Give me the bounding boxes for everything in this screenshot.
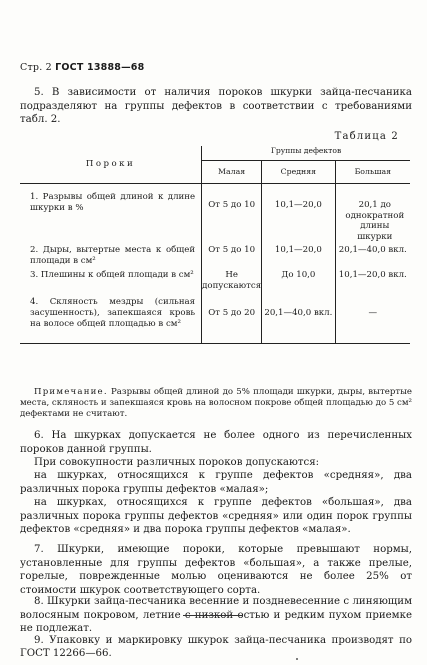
paragraph-7: 7. Шкурки, имеющие пороки, которые превышают нормы, установленные для группы дефектов «большая», а также прелые, горелые, поврежденные молью оцениваются не более 25% от стоимости шкурок соответствующего сорта.	[20, 544, 412, 596]
defect-cell: 1. Разрывы общей длиной к длине шкурки в %	[20, 184, 202, 243]
defect-cell: 2. Дыры, вытертые места к общей площади в см²	[20, 242, 202, 267]
header-groups: Группы дефектов	[202, 146, 410, 161]
end-divider	[183, 615, 243, 616]
paragraph-6: 6. На шкурках допускается не более одного из перечисленных пороков данной группы.	[20, 430, 412, 455]
small-cell: Не допускаются	[202, 267, 262, 294]
medium-cell: 10,1—20,0	[262, 184, 335, 243]
header-small: Малая	[202, 161, 262, 184]
paragraph-6-large: на шкурках, относящихся к группе дефектов «большая», два различных порока группы дефектов «средняя» или один порок группы дефектов «средняя» и два порока группы дефектов «малая».	[20, 497, 412, 535]
small-cell: От 5 до 20	[202, 294, 262, 344]
table-row	[20, 242, 410, 267]
note-label: Примечание.	[34, 387, 108, 397]
gost-code: ГОСТ 13888—68	[55, 62, 145, 73]
medium-cell: 10,1—20,0	[262, 242, 335, 267]
small-cell: От 5 до 10	[202, 184, 262, 243]
header-defects: Пороки	[20, 146, 202, 184]
paragraph-5: 5. В зависимости от наличия пороков шкурки зайца-песчаника подразделяют на группы дефектов в соответствии с требованиями табл. 2.	[20, 87, 412, 125]
page-header	[20, 62, 144, 73]
defect-cell: 4. Скляность мездры (сильная засушенность), запекшаяся кровь на волосе общей площадью в см²	[20, 294, 202, 344]
note-text: Разрывы общей длиной до 5% площади шкурки, дыры, вытертые места, скляность и запекшаяся кровь на волосном покрове общей площадью до 5 см² дефектами не считают.	[20, 387, 412, 419]
table-label: Таблица 2	[334, 131, 399, 142]
header-large: Большая	[335, 161, 410, 184]
small-cell: От 5 до 10	[202, 242, 262, 267]
table-note	[20, 387, 412, 420]
large-cell: —	[335, 294, 410, 344]
defect-cell: 3. Плешины к общей площади в см²	[20, 267, 202, 294]
table-row	[20, 267, 410, 294]
table-row	[20, 184, 410, 243]
paragraph-9: 9. Упаковку и маркировку шкурок зайца-песчаника производят по ГОСТ 12266—66.	[20, 634, 412, 659]
defects-table	[20, 146, 410, 344]
table-row	[20, 294, 410, 344]
paragraph-8: 8. Шкурки зайца-песчаника весенние и поздневесенние с линяющим волосяным покровом, летние с низкой остью и редким пухом приемке не подлежат.	[20, 596, 412, 634]
header-medium: Средняя	[262, 161, 335, 184]
large-cell: 20,1—40,0 вкл.	[338, 245, 407, 256]
paragraph-6-combination: При совокупности различных пороков допускаются:	[34, 457, 320, 468]
medium-cell: До 10,0	[262, 267, 335, 294]
large-cell: 20,1 до однократной длины шкурки	[345, 200, 405, 242]
page-number: Стр. 2	[20, 62, 52, 73]
large-cell: 10,1—20,0 вкл.	[338, 270, 407, 281]
medium-cell: 20,1—40,0 вкл.	[262, 294, 335, 344]
paragraph-6-medium: на шкурках, относящихся к группе дефектов «средняя», два различных порока группы дефектов «малая»;	[20, 470, 412, 495]
